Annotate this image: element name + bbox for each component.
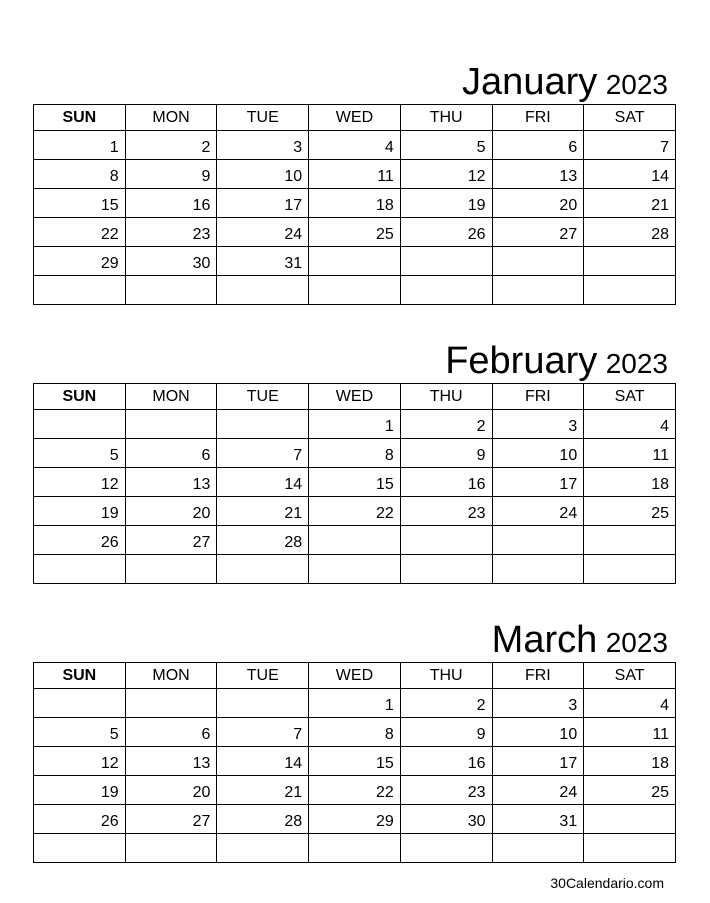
day-cell <box>125 555 217 584</box>
day-cell: 11 <box>309 160 401 189</box>
day-cell: 20 <box>125 497 217 526</box>
weekday-header-sun: SUN <box>34 663 126 689</box>
day-cell: 4 <box>584 689 676 718</box>
day-cell <box>492 247 584 276</box>
day-cell: 6 <box>125 439 217 468</box>
day-cell: 17 <box>492 468 584 497</box>
week-row <box>34 218 676 247</box>
day-cell: 3 <box>492 689 584 718</box>
day-cell: 24 <box>492 776 584 805</box>
weekday-header-mon: MON <box>125 663 217 689</box>
month-march <box>33 618 676 863</box>
day-cell <box>217 555 309 584</box>
day-cell <box>309 247 401 276</box>
day-cell <box>125 689 217 718</box>
day-cell: 5 <box>400 131 492 160</box>
day-cell: 29 <box>309 805 401 834</box>
day-cell: 13 <box>492 160 584 189</box>
day-cell: 28 <box>584 218 676 247</box>
day-cell <box>400 834 492 863</box>
day-cell: 11 <box>584 439 676 468</box>
day-cell: 30 <box>125 247 217 276</box>
day-cell <box>217 276 309 305</box>
day-cell: 14 <box>217 468 309 497</box>
calendar-grid <box>33 383 676 584</box>
day-cell <box>34 410 126 439</box>
week-row <box>34 834 676 863</box>
day-cell: 28 <box>217 526 309 555</box>
day-cell: 28 <box>217 805 309 834</box>
day-cell: 27 <box>125 526 217 555</box>
day-cell: 12 <box>34 747 126 776</box>
weekday-header-mon: MON <box>125 384 217 410</box>
day-cell: 8 <box>309 718 401 747</box>
day-cell: 26 <box>34 805 126 834</box>
day-cell: 12 <box>400 160 492 189</box>
day-cell <box>400 276 492 305</box>
day-cell: 1 <box>309 689 401 718</box>
day-cell: 24 <box>492 497 584 526</box>
day-cell: 22 <box>309 497 401 526</box>
day-cell: 20 <box>125 776 217 805</box>
day-cell <box>34 834 126 863</box>
week-row <box>34 689 676 718</box>
day-cell <box>34 276 126 305</box>
weekday-header-tue: TUE <box>217 384 309 410</box>
day-cell: 22 <box>309 776 401 805</box>
day-cell: 23 <box>125 218 217 247</box>
week-row <box>34 131 676 160</box>
day-cell <box>34 555 126 584</box>
week-row <box>34 468 676 497</box>
day-cell: 25 <box>584 497 676 526</box>
day-cell: 3 <box>217 131 309 160</box>
day-cell: 17 <box>217 189 309 218</box>
day-cell: 10 <box>217 160 309 189</box>
day-cell: 18 <box>309 189 401 218</box>
month-title <box>33 618 676 662</box>
weekday-header-mon: MON <box>125 105 217 131</box>
day-cell: 12 <box>34 468 126 497</box>
month-name: January <box>462 61 598 103</box>
day-cell: 25 <box>584 776 676 805</box>
day-cell: 8 <box>34 160 126 189</box>
day-cell: 15 <box>34 189 126 218</box>
day-cell: 15 <box>309 747 401 776</box>
weekday-header-fri: FRI <box>492 663 584 689</box>
day-cell: 22 <box>34 218 126 247</box>
weekday-header-wed: WED <box>309 663 401 689</box>
month-year: 2023 <box>605 69 668 100</box>
day-cell: 26 <box>34 526 126 555</box>
weekday-header-thu: THU <box>400 663 492 689</box>
week-row <box>34 247 676 276</box>
month-name: March <box>491 619 598 661</box>
day-cell: 23 <box>400 497 492 526</box>
footer-credit: 30Calendario.com <box>550 875 664 891</box>
week-row <box>34 526 676 555</box>
day-cell: 7 <box>584 131 676 160</box>
week-row <box>34 189 676 218</box>
month-name: February <box>445 340 598 382</box>
day-cell <box>584 247 676 276</box>
day-cell <box>309 276 401 305</box>
week-row <box>34 805 676 834</box>
weekday-header-sun: SUN <box>34 384 126 410</box>
day-cell: 30 <box>400 805 492 834</box>
week-row <box>34 410 676 439</box>
day-cell: 10 <box>492 439 584 468</box>
month-title <box>33 60 676 104</box>
day-cell <box>217 410 309 439</box>
day-cell: 19 <box>400 189 492 218</box>
day-cell: 14 <box>584 160 676 189</box>
day-cell: 8 <box>309 439 401 468</box>
day-cell: 13 <box>125 468 217 497</box>
day-cell <box>584 526 676 555</box>
week-row <box>34 497 676 526</box>
day-cell <box>34 689 126 718</box>
day-cell <box>584 555 676 584</box>
day-cell <box>309 834 401 863</box>
weekday-header-sun: SUN <box>34 105 126 131</box>
day-cell <box>217 834 309 863</box>
weekday-header-row <box>34 105 676 131</box>
weekday-header-row <box>34 663 676 689</box>
day-cell: 9 <box>400 439 492 468</box>
day-cell: 16 <box>125 189 217 218</box>
weekday-header-thu: THU <box>400 105 492 131</box>
day-cell <box>125 410 217 439</box>
month-january <box>33 60 676 305</box>
day-cell: 14 <box>217 747 309 776</box>
day-cell: 16 <box>400 747 492 776</box>
day-cell <box>125 834 217 863</box>
day-cell: 11 <box>584 718 676 747</box>
day-cell <box>400 526 492 555</box>
day-cell: 7 <box>217 718 309 747</box>
week-row <box>34 747 676 776</box>
day-cell: 31 <box>217 247 309 276</box>
day-cell: 10 <box>492 718 584 747</box>
calendar-grid <box>33 104 676 305</box>
day-cell <box>584 276 676 305</box>
day-cell: 21 <box>584 189 676 218</box>
week-row <box>34 276 676 305</box>
day-cell <box>400 247 492 276</box>
weekday-header-fri: FRI <box>492 105 584 131</box>
day-cell: 20 <box>492 189 584 218</box>
day-cell: 19 <box>34 776 126 805</box>
day-cell: 5 <box>34 718 126 747</box>
weekday-header-wed: WED <box>309 105 401 131</box>
day-cell: 13 <box>125 747 217 776</box>
month-february <box>33 339 676 584</box>
day-cell: 24 <box>217 218 309 247</box>
day-cell <box>400 555 492 584</box>
day-cell: 3 <box>492 410 584 439</box>
day-cell: 19 <box>34 497 126 526</box>
day-cell: 7 <box>217 439 309 468</box>
day-cell: 18 <box>584 468 676 497</box>
day-cell <box>584 834 676 863</box>
day-cell: 31 <box>492 805 584 834</box>
weekday-header-row <box>34 384 676 410</box>
day-cell: 2 <box>400 410 492 439</box>
day-cell: 27 <box>492 218 584 247</box>
day-cell <box>492 276 584 305</box>
week-row <box>34 160 676 189</box>
day-cell: 1 <box>34 131 126 160</box>
day-cell: 5 <box>34 439 126 468</box>
day-cell: 6 <box>492 131 584 160</box>
week-row <box>34 555 676 584</box>
week-row <box>34 718 676 747</box>
day-cell: 25 <box>309 218 401 247</box>
day-cell: 4 <box>584 410 676 439</box>
day-cell: 29 <box>34 247 126 276</box>
weekday-header-sat: SAT <box>584 384 676 410</box>
day-cell <box>217 689 309 718</box>
weekday-header-tue: TUE <box>217 105 309 131</box>
day-cell <box>309 555 401 584</box>
day-cell <box>492 526 584 555</box>
weekday-header-sat: SAT <box>584 105 676 131</box>
day-cell: 15 <box>309 468 401 497</box>
day-cell: 2 <box>400 689 492 718</box>
day-cell: 21 <box>217 497 309 526</box>
weekday-header-wed: WED <box>309 384 401 410</box>
day-cell: 4 <box>309 131 401 160</box>
calendar-grid <box>33 662 676 863</box>
weekday-header-sat: SAT <box>584 663 676 689</box>
day-cell: 9 <box>125 160 217 189</box>
weekday-header-thu: THU <box>400 384 492 410</box>
day-cell: 21 <box>217 776 309 805</box>
day-cell: 17 <box>492 747 584 776</box>
weekday-header-tue: TUE <box>217 663 309 689</box>
day-cell: 16 <box>400 468 492 497</box>
day-cell: 23 <box>400 776 492 805</box>
weekday-header-fri: FRI <box>492 384 584 410</box>
month-year: 2023 <box>605 627 668 658</box>
day-cell: 27 <box>125 805 217 834</box>
day-cell <box>309 526 401 555</box>
day-cell: 9 <box>400 718 492 747</box>
day-cell <box>492 555 584 584</box>
day-cell: 18 <box>584 747 676 776</box>
day-cell <box>125 276 217 305</box>
month-year: 2023 <box>605 348 668 379</box>
day-cell: 6 <box>125 718 217 747</box>
day-cell: 2 <box>125 131 217 160</box>
day-cell <box>492 834 584 863</box>
day-cell <box>584 805 676 834</box>
day-cell: 1 <box>309 410 401 439</box>
week-row <box>34 439 676 468</box>
week-row <box>34 776 676 805</box>
month-title <box>33 339 676 383</box>
day-cell: 26 <box>400 218 492 247</box>
